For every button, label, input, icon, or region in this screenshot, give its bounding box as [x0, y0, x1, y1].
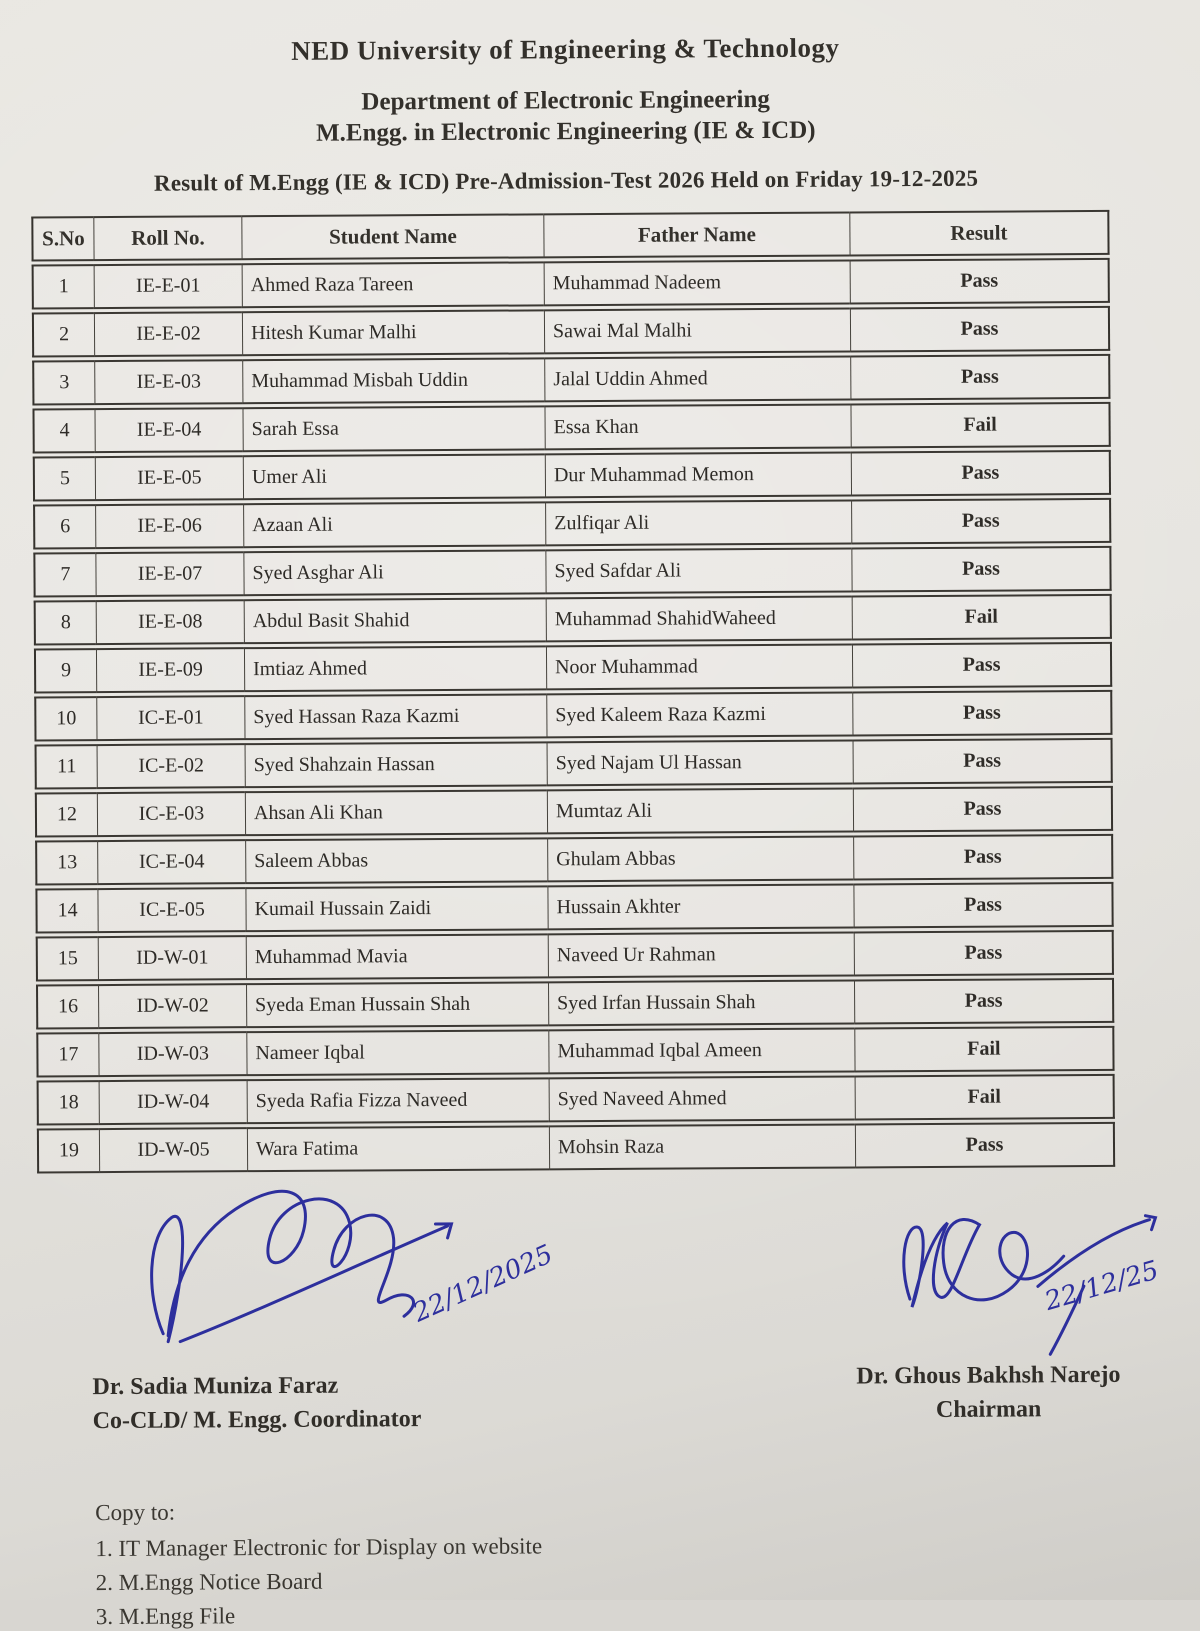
cell-serial-number: 5	[33, 456, 95, 501]
cell-father-name: Syed Kaleem Raza Kazmi	[546, 691, 852, 738]
cell-serial-number: 19	[37, 1128, 99, 1173]
cell-student-name: Sarah Essa	[242, 405, 544, 452]
cell-father-name: Naveed Ur Rahman	[548, 931, 854, 978]
cell-student-name: Nameer Iqbal	[246, 1029, 548, 1076]
cell-father-name: Mohsin Raza	[549, 1123, 855, 1170]
cell-father-name: Syed Irfan Hussain Shah	[548, 979, 854, 1026]
cell-serial-number: 15	[36, 936, 98, 981]
copy-to-item: 3. M.Engg File	[95, 1603, 236, 1630]
cell-student-name: Syed Asghar Ali	[243, 549, 545, 596]
table-row	[33, 450, 1111, 502]
cell-roll-number: IE-E-06	[95, 503, 243, 549]
cell-serial-number: 3	[32, 360, 94, 405]
cell-roll-number: IE-E-09	[96, 647, 244, 693]
cell-serial-number: 7	[33, 552, 95, 597]
cell-roll-number: ID-W-03	[98, 1031, 246, 1077]
cell-student-name: Hitesh Kumar Malhi	[242, 309, 544, 356]
signature-date-right: 22/12/25	[1041, 1255, 1163, 1318]
cell-father-name: Syed Naveed Ahmed	[549, 1075, 855, 1122]
cell-student-name: Syeda Eman Hussain Shah	[246, 981, 548, 1028]
cell-serial-number: 18	[37, 1080, 99, 1125]
cell-roll-number: IC-E-05	[97, 887, 245, 933]
cell-father-name: Muhammad Iqbal Ameen	[548, 1027, 854, 1074]
cell-result: Pass	[851, 450, 1111, 497]
column-header-father: Father Name	[543, 211, 849, 258]
table-row	[32, 306, 1110, 358]
coordinator-name: Dr. Sadia Muniza Faraz	[92, 1372, 339, 1401]
cell-result: Pass	[853, 882, 1113, 929]
column-header-student: Student Name	[241, 213, 543, 260]
cell-roll-number: ID-W-05	[99, 1127, 247, 1173]
results-table-body	[32, 258, 1116, 1174]
table-row	[37, 1074, 1115, 1126]
cell-father-name: Zulfiqar Ali	[545, 499, 851, 546]
cell-student-name: Saleem Abbas	[245, 837, 547, 884]
cell-serial-number: 6	[33, 504, 95, 549]
cell-serial-number: 14	[35, 888, 97, 933]
cell-father-name: Syed Safdar Ali	[545, 547, 851, 594]
department-name: Department of Electronic Engineering	[361, 85, 770, 116]
column-header-result: Result	[849, 210, 1109, 257]
cell-father-name: Noor Muhammad	[546, 643, 852, 690]
signatures-area	[7, 1177, 1200, 1374]
chairman-block	[838, 1362, 1138, 1425]
cell-father-name: Essa Khan	[544, 403, 850, 450]
table-row	[32, 354, 1110, 406]
program-name: M.Engg. in Electronic Engineering (IE & ICD)	[315, 116, 816, 147]
chairman-title: Chairman	[935, 1396, 1042, 1423]
table-row	[32, 402, 1110, 454]
cell-roll-number: IC-E-01	[96, 695, 244, 741]
copy-to-item: 2. M.Engg Notice Board	[95, 1568, 323, 1596]
cell-father-name: Ghulam Abbas	[547, 835, 853, 882]
cell-result: Pass	[853, 738, 1113, 785]
cell-result: Pass	[852, 642, 1112, 689]
cell-serial-number: 1	[32, 264, 94, 309]
table-row	[35, 786, 1113, 838]
cell-student-name: Syed Hassan Raza Kazmi	[244, 693, 546, 740]
coordinator-title: Co-CLD/ M. Engg. Coordinator	[92, 1406, 422, 1435]
cell-roll-number: IE-E-04	[94, 407, 242, 453]
signature-date-left: 22/12/2025	[408, 1239, 558, 1329]
document-header	[0, 0, 1131, 198]
table-row	[32, 258, 1110, 310]
cell-student-name: Ahsan Ali Khan	[245, 789, 547, 836]
cell-result: Fail	[855, 1074, 1115, 1121]
column-header-roll: Roll No.	[93, 215, 241, 261]
cell-result: Pass	[850, 306, 1110, 353]
cell-serial-number: 2	[32, 312, 94, 357]
cell-result: Pass	[855, 1122, 1115, 1169]
cell-student-name: Muhammad Misbah Uddin	[242, 357, 544, 404]
cell-father-name: Muhammad Nadeem	[544, 259, 850, 306]
signature-scribble-left	[151, 1191, 414, 1342]
table-row	[36, 1026, 1114, 1078]
table-row	[34, 642, 1112, 694]
cell-serial-number: 10	[34, 696, 96, 741]
cell-student-name: Wara Fatima	[247, 1125, 549, 1172]
cell-serial-number: 13	[35, 840, 97, 885]
table-header-row	[31, 210, 1109, 262]
cell-result: Pass	[850, 354, 1110, 401]
cell-father-name: Mumtaz Ali	[547, 787, 853, 834]
cell-father-name: Sawai Mal Malhi	[544, 307, 850, 354]
table-row	[35, 738, 1113, 790]
cell-result: Fail	[850, 402, 1110, 449]
table-row	[35, 882, 1113, 934]
cell-result: Fail	[852, 594, 1112, 641]
results-table	[31, 207, 1115, 1177]
cell-roll-number: ID-W-04	[99, 1079, 247, 1125]
cell-serial-number: 8	[34, 600, 96, 645]
cell-serial-number: 4	[32, 408, 94, 453]
cell-roll-number: IE-E-07	[95, 551, 243, 597]
cell-student-name: Azaan Ali	[243, 501, 545, 548]
cell-student-name: Abdul Basit Shahid	[244, 597, 546, 644]
cell-serial-number: 11	[35, 744, 97, 789]
copy-to-label: Copy to:	[95, 1499, 176, 1526]
cell-roll-number: IE-E-08	[96, 599, 244, 645]
cell-result: Pass	[851, 546, 1111, 593]
table-row	[33, 546, 1111, 598]
result-title: Result of M.Engg (IE & ICD) Pre-Admission-Test 2026 Held on Friday 19-12-2025	[153, 165, 979, 196]
cell-student-name: Kumail Hussain Zaidi	[245, 885, 547, 932]
signatories	[8, 1361, 1200, 1458]
cell-result: Pass	[854, 930, 1114, 977]
cell-roll-number: ID-W-01	[98, 935, 246, 981]
cell-result: Pass	[852, 690, 1112, 737]
cell-student-name: Ahmed Raza Tareen	[242, 261, 544, 308]
cell-result: Pass	[853, 786, 1113, 833]
column-header-sno: S.No	[31, 216, 93, 261]
cell-serial-number: 12	[35, 792, 97, 837]
cell-serial-number: 17	[36, 1032, 98, 1077]
cell-student-name: Syeda Rafia Fizza Naveed	[247, 1077, 549, 1124]
table-row	[36, 930, 1114, 982]
cell-father-name: Dur Muhammad Memon	[545, 451, 851, 498]
cell-roll-number: IC-E-02	[97, 743, 245, 789]
copy-to-section	[95, 1493, 1200, 1630]
cell-serial-number: 16	[36, 984, 98, 1029]
cell-father-name: Syed Najam Ul Hassan	[547, 739, 853, 786]
cell-father-name: Muhammad ShahidWaheed	[546, 595, 852, 642]
table-row	[35, 834, 1113, 886]
university-name: NED University of Engineering & Technology	[291, 32, 840, 66]
table-row	[34, 690, 1112, 742]
table-row	[34, 594, 1112, 646]
cell-father-name: Jalal Uddin Ahmed	[544, 355, 850, 402]
cell-roll-number: IE-E-02	[94, 311, 242, 357]
cell-roll-number: IE-E-01	[94, 263, 242, 309]
chairman-name: Dr. Ghous Bakhsh Narejo	[856, 1361, 1121, 1390]
table-row	[33, 498, 1111, 550]
cell-roll-number: IC-E-03	[97, 791, 245, 837]
cell-student-name: Imtiaz Ahmed	[244, 645, 546, 692]
coordinator-signature	[117, 1181, 578, 1369]
coordinator-block	[92, 1372, 421, 1435]
cell-result: Pass	[850, 258, 1110, 305]
table-row	[37, 1122, 1115, 1174]
cell-serial-number: 9	[34, 648, 96, 693]
cell-roll-number: IE-E-03	[94, 359, 242, 405]
copy-to-item: 1. IT Manager Electronic for Display on website	[95, 1533, 543, 1562]
cell-result: Pass	[854, 978, 1114, 1025]
table-row	[36, 978, 1114, 1030]
cell-result: Fail	[854, 1026, 1114, 1073]
cell-father-name: Hussain Akhter	[547, 883, 853, 930]
cell-student-name: Syed Shahzain Hassan	[245, 741, 547, 788]
cell-result: Pass	[851, 498, 1111, 545]
chairman-signature	[867, 1189, 1188, 1361]
cell-result: Pass	[853, 834, 1113, 881]
cell-student-name: Umer Ali	[243, 453, 545, 500]
signature-underline-left	[179, 1224, 452, 1342]
cell-roll-number: IE-E-05	[95, 455, 243, 501]
cell-roll-number: IC-E-04	[97, 839, 245, 885]
cell-student-name: Muhammad Mavia	[246, 933, 548, 980]
cell-roll-number: ID-W-02	[98, 983, 246, 1029]
